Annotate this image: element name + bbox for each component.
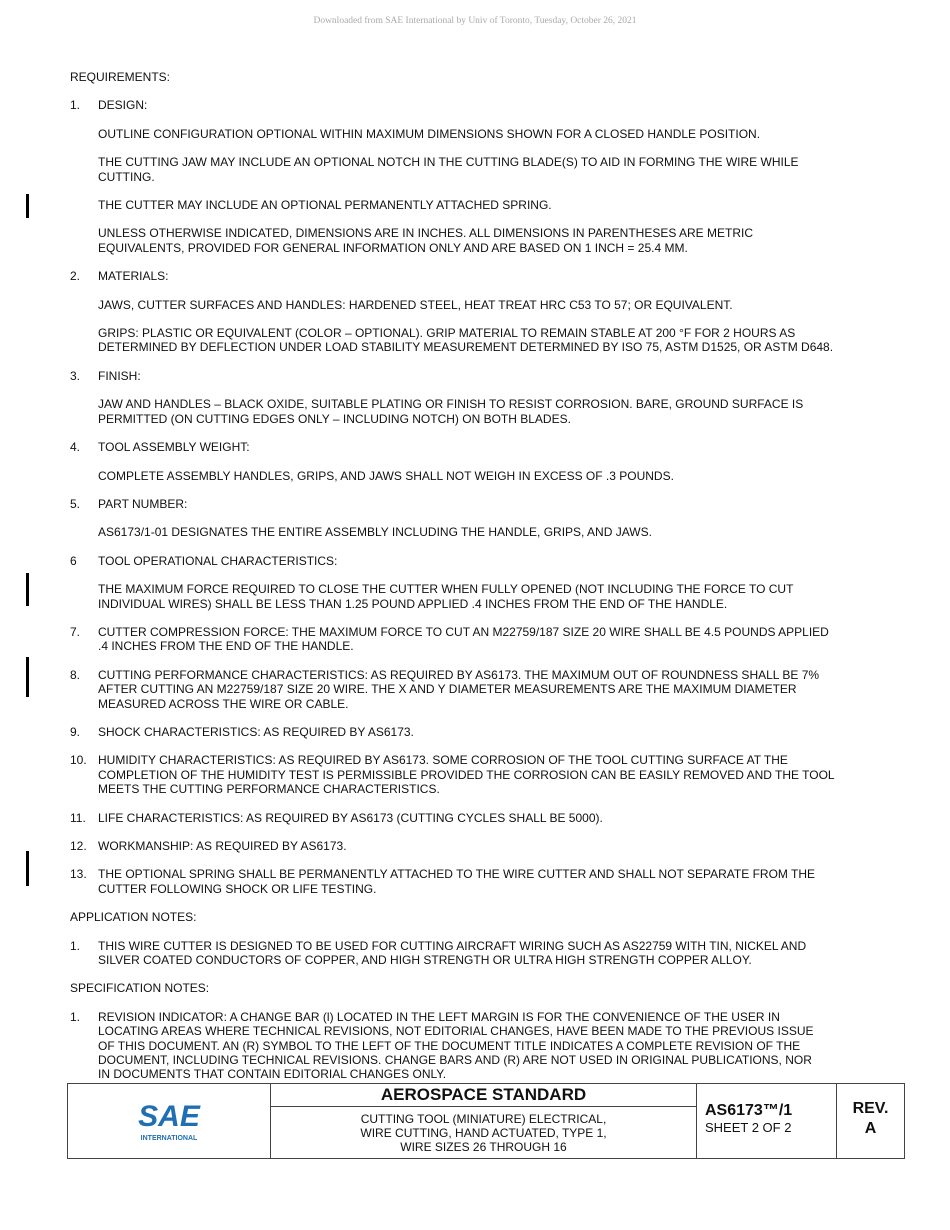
sae-logo-subtext: INTERNATIONAL: [140, 1135, 198, 1142]
item-body: [98, 753, 870, 796]
item-number: 5.: [70, 496, 81, 511]
title-block-center: [271, 1084, 697, 1158]
item-number: 1.: [70, 1009, 81, 1024]
item-number: 8.: [70, 667, 81, 682]
item-paragraph: THIS WIRE CUTTER IS DESIGNED TO BE USED FOR CUTTING AIRCRAFT WIRING SUCH AS AS22759 WITH TIN, NICKEL AND SILVER COATED CONDUCTORS OF COPPER, AND HIGH STRENGTH OR ULTRA HIGH STRENGTH COPPER ALLOY.: [98, 938, 807, 968]
numbered-item: [70, 98, 870, 255]
title-block-docnum: [697, 1084, 837, 1158]
item-body: [98, 98, 870, 255]
sae-logo-mark: SAE: [138, 1100, 200, 1133]
item-title: TOOL OPERATIONAL CHARACTERISTICS:: [98, 553, 338, 568]
section-heading-requirements: REQUIREMENTS:: [70, 70, 171, 84]
item-number: 2.: [70, 269, 81, 284]
numbered-item: [70, 668, 870, 711]
item-body: [98, 867, 870, 896]
item-body: [98, 554, 870, 611]
sheet-number: SHEET 2 OF 2: [705, 1120, 792, 1135]
item-paragraph: CUTTING PERFORMANCE CHARACTERISTICS: AS REQUIRED BY AS6173. THE MAXIMUM OUT OF ROUNDNESS SHALL BE 7% AFTER CUTTING AN M22759/187 SIZE 20 WIRE. THE X AND Y DIAMETER MEASUREMENTS ARE THE MAXIMUM DIAMETER MEASURED ACROSS THE WIRE OR CABLE.: [98, 667, 820, 711]
change-bar: [26, 657, 29, 697]
section-heading-specification-notes: SPECIFICATION NOTES:: [70, 981, 210, 996]
item-body: [98, 625, 870, 654]
numbered-item: [70, 939, 870, 968]
item-body: [98, 725, 870, 739]
item-paragraph: COMPLETE ASSEMBLY HANDLES, GRIPS, AND JAWS SHALL NOT WEIGH IN EXCESS OF .3 POUNDS.: [98, 468, 674, 483]
specification-notes-list: [70, 1010, 870, 1082]
item-title: FINISH:: [98, 368, 141, 383]
item-body: [98, 1010, 870, 1082]
item-paragraph: THE MAXIMUM FORCE REQUIRED TO CLOSE THE CUTTER WHEN FULLY OPENED (NOT INCLUDING THE FORCE TO CUT INDIVIDUAL WIRES) SHALL BE LESS THAN 1.25 POUND APPLIED .4 INCHES FROM THE END OF THE HANDLE.: [98, 582, 794, 611]
item-paragraph: OUTLINE CONFIGURATION OPTIONAL WITHIN MAXIMUM DIMENSIONS SHOWN FOR A CLOSED HANDLE POSITION.: [98, 126, 761, 141]
revision: REV. A: [852, 1100, 889, 1137]
item-number: 3.: [70, 368, 81, 383]
title-block: [67, 1083, 905, 1159]
numbered-item: [70, 497, 870, 540]
document-number: AS6173™/1: [705, 1102, 793, 1119]
item-body: [98, 440, 870, 483]
item-number: 11.: [70, 810, 86, 825]
numbered-item: [70, 554, 870, 611]
numbered-item: [70, 269, 870, 355]
item-paragraph: GRIPS: PLASTIC OR EQUIVALENT (COLOR – OPTIONAL). GRIP MATERIAL TO REMAIN STABLE AT 200 °F FOR 2 HOURS AS DETERMINED BY DEFLECTION UNDER LOAD STABILITY MEASUREMENT DETERMINED BY ISO 75, ASTM D1525, OR ASTM D648.: [98, 326, 834, 355]
section-heading-application-notes: APPLICATION NOTES:: [70, 910, 197, 925]
numbered-item: [70, 625, 870, 654]
numbered-item: [70, 811, 870, 825]
item-paragraph: UNLESS OTHERWISE INDICATED, DIMENSIONS ARE IN INCHES. ALL DIMENSIONS IN PARENTHESES ARE METRIC EQUIVALENTS, PROVIDED FOR GENERAL INFORMATION ONLY AND ARE BASED ON 1 INCH = 25.4 MM.: [98, 226, 754, 255]
item-body: [98, 668, 870, 711]
numbered-item: [70, 753, 870, 796]
item-number: 7.: [70, 624, 81, 639]
item-body: [98, 369, 870, 426]
change-bar: [26, 851, 29, 886]
numbered-item: [70, 1010, 870, 1082]
item-paragraph: THE OPTIONAL SPRING SHALL BE PERMANENTLY ATTACHED TO THE WIRE CUTTER AND SHALL NOT SEPARATE FROM THE CUTTER FOLLOWING SHOCK OR LIFE TESTING.: [98, 867, 816, 896]
item-paragraph: JAW AND HANDLES – BLACK OXIDE, SUITABLE PLATING OR FINISH TO RESIST CORROSION. BARE, GROUND SURFACE IS PERMITTED (ON CUTTING EDGES ONLY – INCLUDING NOTCH) ON BOTH BLADES.: [98, 397, 804, 426]
item-number: 1.: [70, 98, 81, 113]
item-number: 12.: [70, 839, 87, 853]
item-number: 9.: [70, 724, 81, 739]
change-bar: [26, 573, 29, 606]
item-body: [98, 939, 870, 968]
item-paragraph: REVISION INDICATOR: A CHANGE BAR (l) LOCATED IN THE LEFT MARGIN IS FOR THE CONVENIENCE OF THE USER IN LOCATING AREAS WHERE TECHNICAL REVISIONS, NOT EDITORIAL CHANGES, HAVE BEEN MADE TO THE PREVIOUS ISSUE OF THIS DOCUMENT. AN (R) SYMBOL TO THE LEFT OF THE DOCUMENT TITLE INDICATES A COMPLETE REVISION OF THE DOCUMENT, INCLUDING TECHNICAL REVISIONS. CHANGE BARS AND (R) ARE NOT USED IN ORIGINAL PUBLICATIONS, NOR IN DOCUMENTS THAT CONTAIN EDITORIAL CHANGES ONLY.: [98, 1009, 814, 1082]
item-paragraph: CUTTER COMPRESSION FORCE: THE MAXIMUM FORCE TO CUT AN M22759/187 SIZE 20 WIRE SHALL BE 4.5 POUNDS APPLIED .4 INCHES FROM THE END OF THE HANDLE.: [98, 624, 829, 654]
item-body: [98, 269, 870, 355]
item-number: 4.: [70, 440, 81, 455]
item-body: [98, 811, 870, 825]
download-watermark: Downloaded from SAE International by Univ of Toronto, Tuesday, October 26, 2021: [313, 16, 637, 26]
item-paragraph: SHOCK CHARACTERISTICS: AS REQUIRED BY AS6173.: [98, 724, 414, 739]
item-paragraph: HUMIDITY CHARACTERISTICS: AS REQUIRED BY AS6173. SOME CORROSION OF THE TOOL CUTTING SURFACE AT THE COMPLETION OF THE HUMIDITY TEST IS PERMISSIBLE PROVIDED THE CORROSION CAN BE EASILY REMOVED AND THE TOOL MEETS THE CUTTING PERFORMANCE CHARACTERISTICS.: [98, 753, 835, 797]
item-title: TOOL ASSEMBLY WEIGHT:: [98, 440, 250, 455]
standard-label: AEROSPACE STANDARD: [271, 1084, 696, 1107]
item-body: [98, 497, 870, 540]
item-paragraph: JAWS, CUTTER SURFACES AND HANDLES: HARDENED STEEL, HEAT TREAT HRC C53 TO 57; OR EQUIVALENT.: [98, 297, 733, 312]
item-paragraph: LIFE CHARACTERISTICS: AS REQUIRED BY AS6173 (CUTTING CYCLES SHALL BE 5000).: [98, 810, 603, 825]
numbered-item: [70, 725, 870, 739]
application-notes-list: [70, 939, 870, 968]
document-body: [70, 70, 870, 1096]
numbered-item: [70, 867, 870, 896]
numbered-item: [70, 369, 870, 426]
item-title: PART NUMBER:: [98, 496, 188, 511]
item-number: 1.: [70, 938, 81, 953]
item-title: MATERIALS:: [98, 269, 169, 284]
item-number: 6: [70, 553, 77, 568]
change-bar: [26, 194, 29, 218]
item-body: [98, 839, 870, 853]
item-number: 10.: [70, 753, 87, 768]
item-paragraph: AS6173/1-01 DESIGNATES THE ENTIRE ASSEMBLY INCLUDING THE HANDLE, GRIPS, AND JAWS.: [98, 525, 652, 540]
item-paragraph: THE CUTTER MAY INCLUDE AN OPTIONAL PERMANENTLY ATTACHED SPRING.: [98, 198, 552, 213]
item-paragraph: THE CUTTING JAW MAY INCLUDE AN OPTIONAL NOTCH IN THE CUTTING BLADE(S) TO AID IN FORMING THE WIRE WHILE CUTTING.: [98, 155, 799, 184]
item-paragraph: WORKMANSHIP: AS REQUIRED BY AS6173.: [98, 839, 347, 853]
numbered-item: [70, 839, 870, 853]
sae-logo-graphic: [129, 1098, 209, 1144]
numbered-item: [70, 440, 870, 483]
document-title: CUTTING TOOL (MINIATURE) ELECTRICAL, WIRE CUTTING, HAND ACTUATED, TYPE 1, WIRE SIZES 26 THROUGH 16: [360, 1112, 607, 1154]
sae-logo: [68, 1084, 271, 1158]
item-number: 13.: [70, 867, 87, 882]
item-title: DESIGN:: [98, 98, 148, 113]
requirements-list: [70, 98, 870, 896]
